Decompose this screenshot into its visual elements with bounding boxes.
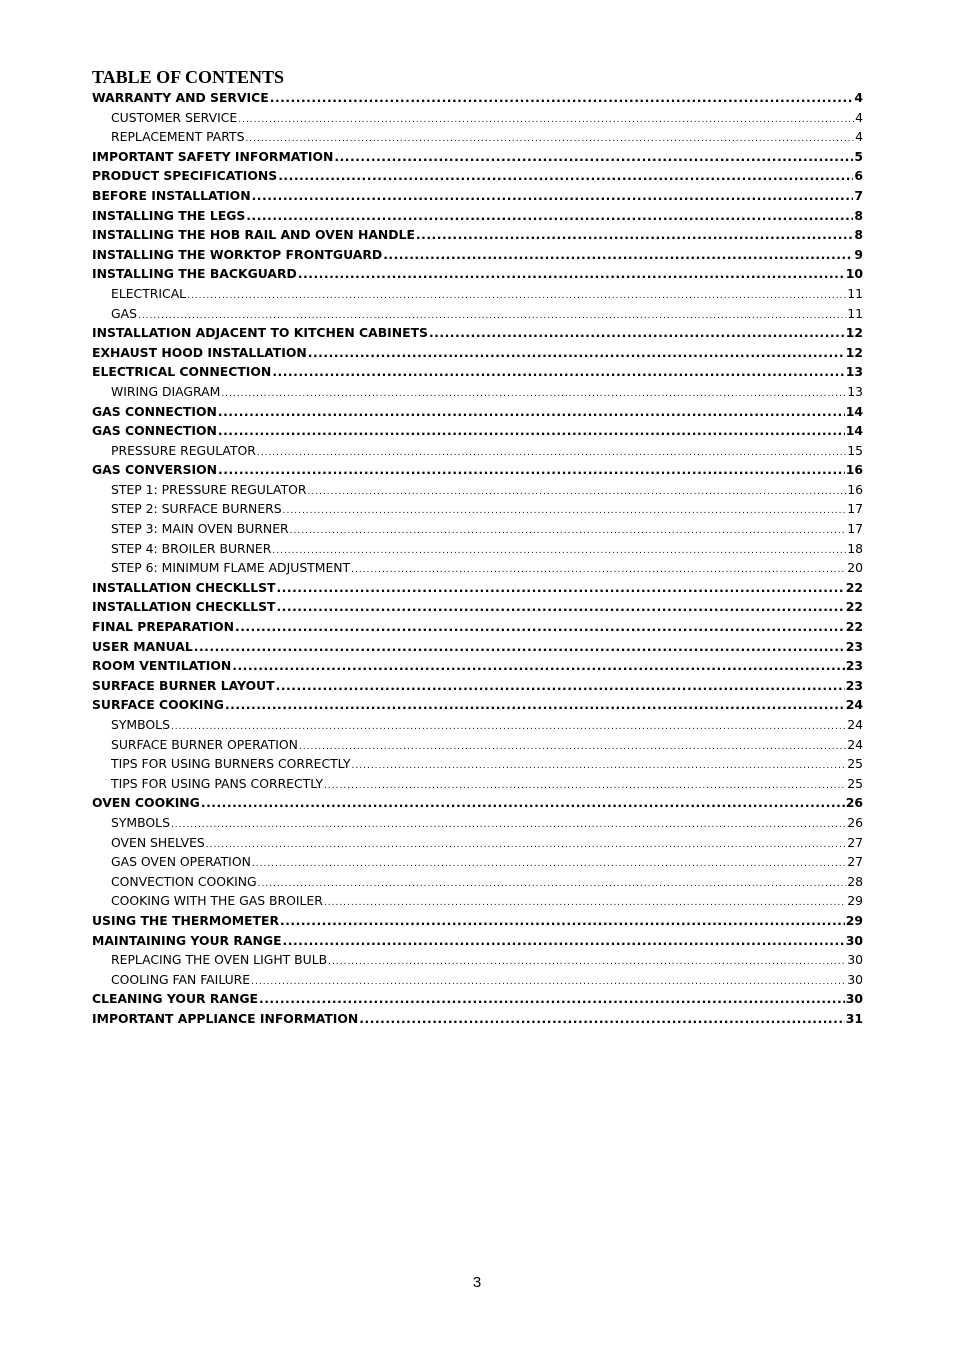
toc-entry-label: ROOM VENTILATION	[92, 658, 232, 674]
toc-entry-label: TIPS FOR USING PANS CORRECTLY	[111, 775, 324, 791]
dot-leader	[383, 245, 853, 265]
toc-entry[interactable]	[92, 225, 863, 245]
toc-entry[interactable]	[92, 147, 863, 167]
toc-subentry[interactable]	[92, 284, 863, 304]
toc-entry-page: 8	[854, 207, 863, 223]
toc-entry[interactable]	[92, 362, 863, 382]
dot-leader	[276, 597, 844, 617]
dot-leader	[278, 166, 853, 186]
toc-entry[interactable]	[92, 695, 863, 715]
dot-leader	[429, 323, 845, 343]
toc-subentry[interactable]	[92, 127, 863, 147]
toc-entry-label: STEP 1: PRESSURE REGULATOR	[111, 481, 307, 497]
toc-subentry[interactable]	[92, 774, 863, 794]
toc-entry-page: 8	[854, 227, 863, 243]
toc-entry-page: 10	[845, 266, 863, 282]
toc-entry[interactable]	[92, 88, 863, 108]
toc-entry[interactable]	[92, 186, 863, 206]
toc-entry[interactable]	[92, 931, 863, 951]
toc-subentry[interactable]	[92, 970, 863, 990]
toc-subentry[interactable]	[92, 441, 863, 461]
dot-leader	[280, 911, 845, 931]
toc-subentry[interactable]	[92, 108, 863, 128]
toc-entry-page: 25	[847, 775, 863, 791]
page-number: 3	[472, 1274, 482, 1291]
toc-subentry[interactable]	[92, 754, 863, 774]
toc-entry-label: IMPORTANT APPLIANCE INFORMATION	[92, 1010, 359, 1026]
dot-leader	[270, 88, 854, 108]
toc-title: TABLE OF CONTENTS	[92, 67, 285, 87]
toc-entry-label: TIPS FOR USING BURNERS CORRECTLY	[111, 756, 351, 772]
toc-entry-label: CONVECTION COOKING	[111, 873, 257, 889]
dot-leader	[235, 617, 845, 637]
toc-entry-page: 30	[845, 932, 863, 948]
toc-entry-page: 14	[845, 403, 863, 419]
toc-entry-label: REPLACING THE OVEN LIGHT BULB	[111, 952, 328, 968]
toc-entry-label: OVEN COOKING	[92, 795, 200, 811]
toc-entry[interactable]	[92, 656, 863, 676]
toc-entry-label: SURFACE BURNER LAYOUT	[92, 677, 275, 693]
toc-entry-page: 27	[847, 854, 863, 870]
toc-entry-label: ELECTRICAL	[111, 285, 187, 301]
toc-entry-page: 29	[845, 912, 863, 928]
toc-entry-label: USER MANUAL	[92, 638, 193, 654]
toc-entry-label: WIRING DIAGRAM	[111, 383, 221, 399]
toc-entry-page: 30	[847, 952, 863, 968]
toc-entry-page: 4	[855, 109, 863, 125]
dot-leader	[334, 147, 853, 167]
toc-subentry[interactable]	[92, 891, 863, 911]
toc-entry-page: 27	[847, 834, 863, 850]
toc-entry[interactable]	[92, 793, 863, 813]
toc-entry-page: 13	[845, 364, 863, 380]
toc-entry-page: 13	[847, 383, 863, 399]
toc-entry[interactable]	[92, 245, 863, 265]
dot-leader	[298, 264, 845, 284]
toc-entry-page: 29	[847, 893, 863, 909]
toc-entry-label: GAS	[111, 305, 137, 321]
toc-entry-page: 11	[847, 305, 863, 321]
toc-entry-label: INSTALLING THE HOB RAIL AND OVEN HANDLE	[92, 227, 415, 243]
toc-entry-page: 24	[847, 736, 863, 752]
toc-entry-page: 30	[847, 971, 863, 987]
toc-entry-page: 23	[845, 658, 863, 674]
toc-subentry[interactable]	[92, 499, 863, 519]
dot-leader	[252, 186, 854, 206]
toc-entry-page: 31	[845, 1010, 863, 1026]
toc-subentry[interactable]	[92, 715, 863, 735]
dot-leader	[218, 460, 845, 480]
toc-entry[interactable]	[92, 578, 863, 598]
dot-leader	[232, 656, 845, 676]
toc-entry-label: USING THE THERMOMETER	[92, 912, 279, 928]
toc-subentry[interactable]	[92, 813, 863, 833]
toc-entry-label: GAS CONNECTION	[92, 403, 217, 419]
dot-leader	[283, 931, 845, 951]
toc-entry-page: 4	[854, 90, 863, 105]
toc-list	[92, 88, 863, 1029]
toc-entry-label: INSTALLATION CHECKLLST	[92, 579, 276, 595]
toc-entry-label: OVEN SHELVES	[111, 834, 205, 850]
toc-subentry[interactable]	[92, 872, 863, 892]
toc-entry-page: 23	[845, 677, 863, 693]
toc-entry[interactable]	[92, 597, 863, 617]
toc-entry-page: 23	[845, 638, 863, 654]
toc-subentry[interactable]	[92, 480, 863, 500]
toc-entry-label: SYMBOLS	[111, 814, 170, 830]
dot-leader	[276, 676, 845, 696]
toc-entry-label: SURFACE COOKING	[92, 697, 224, 713]
toc-entry[interactable]	[92, 323, 863, 343]
dot-leader	[246, 206, 853, 226]
toc-subentry[interactable]	[92, 519, 863, 539]
toc-entry-label: INSTALLATION ADJACENT TO KITCHEN CABINETS	[92, 325, 428, 341]
toc-entry-page: 18	[847, 540, 863, 556]
toc-entry-page: 17	[847, 521, 863, 537]
toc-entry-page: 7	[854, 187, 863, 203]
toc-entry-label: STEP 6: MINIMUM FLAME ADJUSTMENT	[111, 560, 351, 576]
dot-leader	[276, 578, 844, 598]
toc-entry-page: 22	[845, 619, 863, 635]
toc-entry-label: WARRANTY AND SERVICE	[92, 90, 269, 105]
toc-entry[interactable]	[92, 1009, 863, 1029]
toc-subentry[interactable]	[92, 852, 863, 872]
dot-leader	[308, 343, 845, 363]
toc-entry-page: 26	[845, 795, 863, 811]
toc-entry[interactable]	[92, 402, 863, 422]
toc-entry-label: MAINTAINING YOUR RANGE	[92, 932, 282, 948]
toc-entry-page: 14	[845, 423, 863, 439]
toc-entry-label: INSTALLING THE WORKTOP FRONTGUARD	[92, 246, 383, 262]
toc-entry-page: 6	[854, 168, 863, 184]
toc-entry-label: GAS OVEN OPERATION	[111, 854, 251, 870]
toc-entry-label: IMPORTANT SAFETY INFORMATION	[92, 148, 334, 164]
toc-entry-page: 30	[845, 991, 863, 1007]
toc-entry-label: FINAL PREPARATION	[92, 619, 234, 635]
toc-entry-page: 16	[845, 462, 863, 478]
toc-entry-label: COOLING FAN FAILURE	[111, 971, 251, 987]
toc-entry-page: 9	[854, 246, 863, 262]
toc-entry[interactable]	[92, 206, 863, 226]
toc-entry-label: INSTALLING THE LEGS	[92, 207, 246, 223]
toc-entry[interactable]	[92, 617, 863, 637]
toc-entry[interactable]	[92, 264, 863, 284]
toc-entry[interactable]	[92, 911, 863, 931]
toc-entry-page: 15	[847, 442, 863, 458]
toc-entry[interactable]	[92, 166, 863, 186]
toc-subentry[interactable]	[92, 539, 863, 559]
toc-entry-label: PRESSURE REGULATOR	[111, 442, 256, 458]
toc-entry-label: BEFORE INSTALLATION	[92, 187, 251, 203]
toc-entry-label: STEP 4: BROILER BURNER	[111, 540, 272, 556]
toc-entry-label: PRODUCT SPECIFICATIONS	[92, 168, 278, 184]
toc-entry[interactable]	[92, 460, 863, 480]
toc-entry-page: 5	[854, 148, 863, 164]
toc-entry-page: 25	[847, 756, 863, 772]
dot-leader	[359, 1009, 844, 1029]
toc-entry-label: SYMBOLS	[111, 717, 170, 732]
toc-entry-label: COOKING WITH THE GAS BROILER	[111, 893, 323, 909]
toc-entry-page: 26	[847, 814, 863, 830]
toc-subentry[interactable]	[92, 558, 863, 578]
dot-leader	[272, 362, 844, 382]
toc-entry-label: EXHAUST HOOD INSTALLATION	[92, 344, 307, 360]
toc-entry-label: CUSTOMER SERVICE	[111, 109, 238, 125]
toc-entry-label: ELECTRICAL CONNECTION	[92, 364, 272, 380]
dot-leader	[201, 793, 845, 813]
toc-entry[interactable]	[92, 421, 863, 441]
toc-subentry[interactable]	[92, 304, 863, 324]
toc-entry-label: INSTALLING THE BACKGUARD	[92, 266, 297, 282]
toc-subentry[interactable]	[92, 382, 863, 402]
toc-entry-page: 11	[847, 285, 863, 301]
toc-entry-label: GAS CONNECTION	[92, 423, 217, 439]
toc-entry-page: 4	[855, 129, 863, 145]
toc-entry-label: CLEANING YOUR RANGE	[92, 991, 258, 1007]
toc-entry-page: 12	[845, 325, 863, 341]
toc-entry-page: 28	[847, 873, 863, 889]
dot-leader	[416, 225, 853, 245]
toc-entry-label: GAS CONVERSION	[92, 462, 218, 478]
toc-entry-page: 24	[847, 717, 863, 732]
dot-leader	[218, 402, 845, 422]
toc-entry-label: REPLACEMENT PARTS	[111, 129, 245, 145]
toc-entry-page: 24	[845, 697, 863, 713]
toc-subentry[interactable]	[92, 950, 863, 970]
toc-entry-page: 12	[845, 344, 863, 360]
toc-entry-label: SURFACE BURNER OPERATION	[111, 736, 298, 752]
toc-entry-label: INSTALLATION CHECKLLST	[92, 599, 276, 615]
toc-entry[interactable]	[92, 637, 863, 657]
dot-leader	[194, 637, 845, 657]
toc-subentry[interactable]	[92, 833, 863, 853]
dot-leader	[259, 989, 845, 1009]
toc-entry-page: 22	[845, 599, 863, 615]
dot-leader	[225, 695, 845, 715]
toc-entry-page: 20	[847, 560, 863, 576]
toc-entry-label: STEP 2: SURFACE BURNERS	[111, 501, 282, 517]
toc-entry-page: 22	[845, 579, 863, 595]
toc-entry-page: 17	[847, 501, 863, 517]
toc-entry[interactable]	[92, 989, 863, 1009]
toc-entry-label: STEP 3: MAIN OVEN BURNER	[111, 521, 289, 537]
toc-entry[interactable]	[92, 343, 863, 363]
toc-entry[interactable]	[92, 676, 863, 696]
toc-subentry[interactable]	[92, 735, 863, 755]
dot-leader	[218, 421, 845, 441]
toc-entry-page: 16	[847, 481, 863, 497]
